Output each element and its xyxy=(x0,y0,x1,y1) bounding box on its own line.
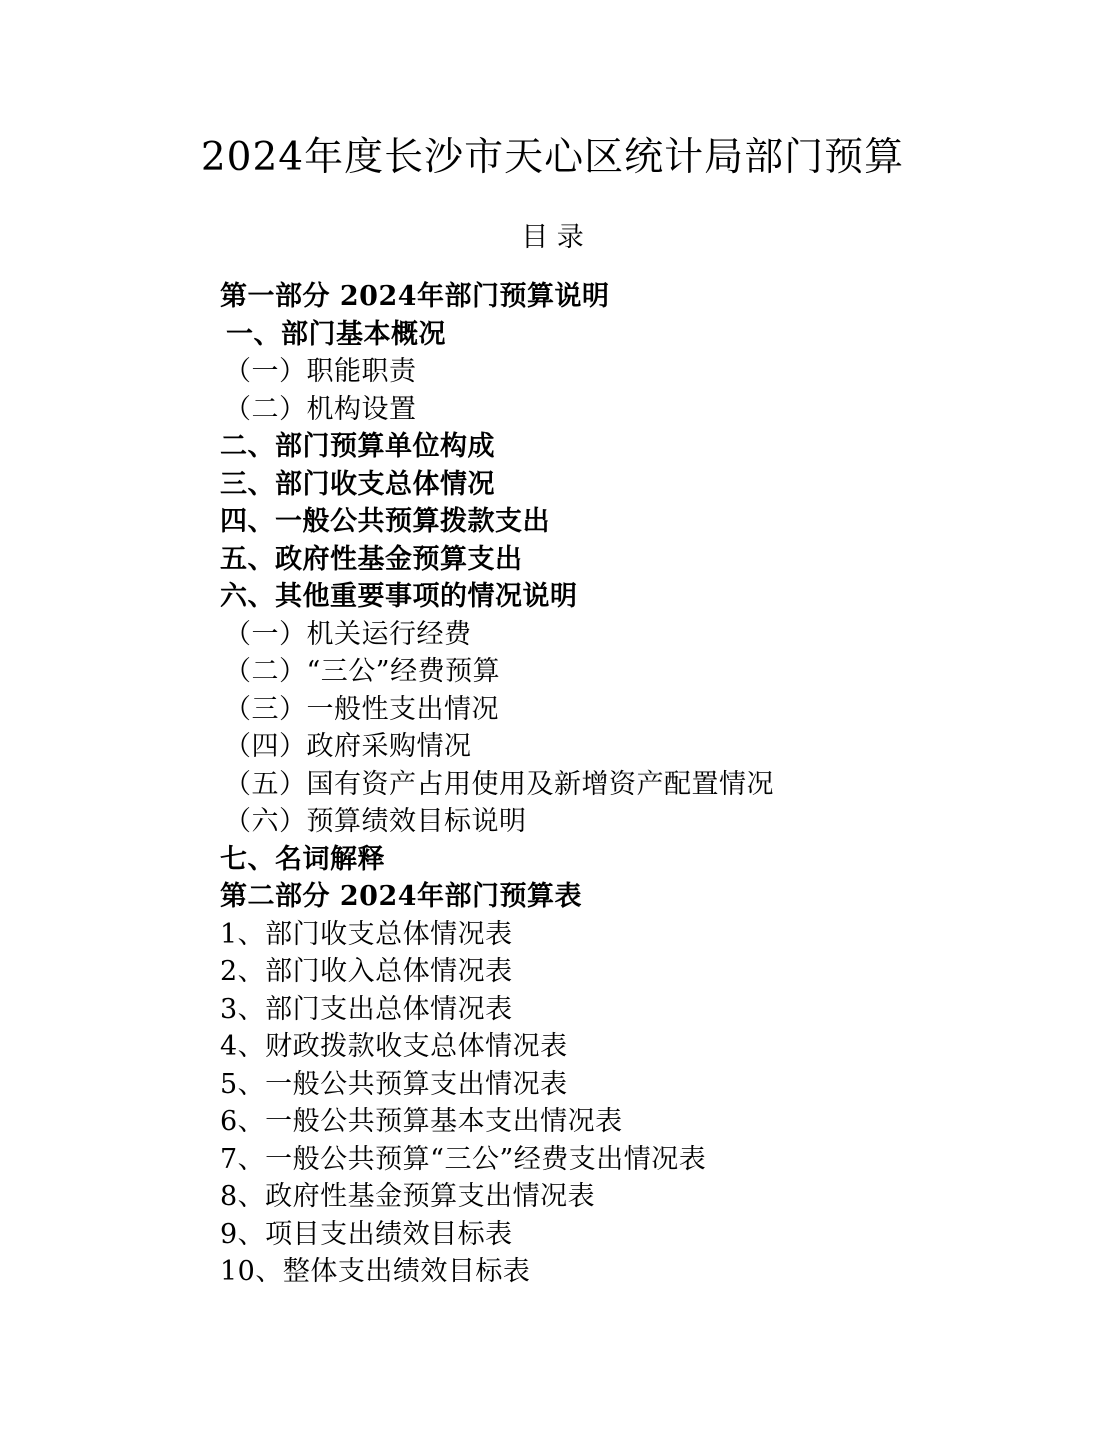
toc-part-2: 第二部分 2024年部门预算表 xyxy=(220,881,583,912)
toc-section-7: 七、名词解释 xyxy=(220,843,385,875)
toc-section-5: 五、政府性基金预算支出 xyxy=(220,543,523,575)
toc-section-2: 二、部门预算单位构成 xyxy=(220,431,495,462)
toc-section-1: 一、部门基本概况 xyxy=(226,318,446,350)
toc-subsection-6-5: （五）国有资产占用使用及新增资产配置情况 xyxy=(224,768,774,800)
toc-section-6: 六、其他重要事项的情况说明 xyxy=(220,581,578,612)
toc-subsection-6-1: （一）机关运行经费 xyxy=(224,618,472,650)
toc-table-2: 2、部门收入总体情况表 xyxy=(220,956,513,987)
toc-section-4: 四、一般公共预算拨款支出 xyxy=(220,506,550,537)
toc-table-8: 8、政府性基金预算支出情况表 xyxy=(220,1181,596,1212)
toc-subsection-1-2: （二）机构设置 xyxy=(224,393,417,425)
toc-section-3: 三、部门收支总体情况 xyxy=(220,468,495,500)
toc-subsection-6-3: （三）一般性支出情况 xyxy=(224,693,499,725)
toc-table-9: 9、项目支出绩效目标表 xyxy=(220,1218,513,1250)
toc-table-4: 4、财政拨款收支总体情况表 xyxy=(220,1031,568,1062)
toc-table-5: 5、一般公共预算支出情况表 xyxy=(220,1068,568,1100)
toc-heading: 目 录 xyxy=(521,222,584,253)
toc-table-10: 10、整体支出绩效目标表 xyxy=(220,1256,531,1287)
toc-subsection-6-4: （四）政府采购情况 xyxy=(224,731,472,762)
toc-subsection-6-2: （二）“三公”经费预算 xyxy=(224,656,501,687)
toc-table-6: 6、一般公共预算基本支出情况表 xyxy=(220,1106,623,1137)
toc-table-7: 7、一般公共预算“三公”经费支出情况表 xyxy=(220,1143,707,1175)
toc-part-1: 第一部分 2024年部门预算说明 xyxy=(220,281,610,312)
toc-subsection-1-1: （一）职能职责 xyxy=(224,356,417,387)
table-of-contents xyxy=(220,278,1080,1291)
document-title: 2024年度长沙市天心区统计局部门预算 xyxy=(200,135,905,180)
toc-table-1: 1、部门收支总体情况表 xyxy=(220,918,513,950)
toc-table-3: 3、部门支出总体情况表 xyxy=(220,993,513,1025)
toc-subsection-6-6: （六）预算绩效目标说明 xyxy=(224,806,527,837)
